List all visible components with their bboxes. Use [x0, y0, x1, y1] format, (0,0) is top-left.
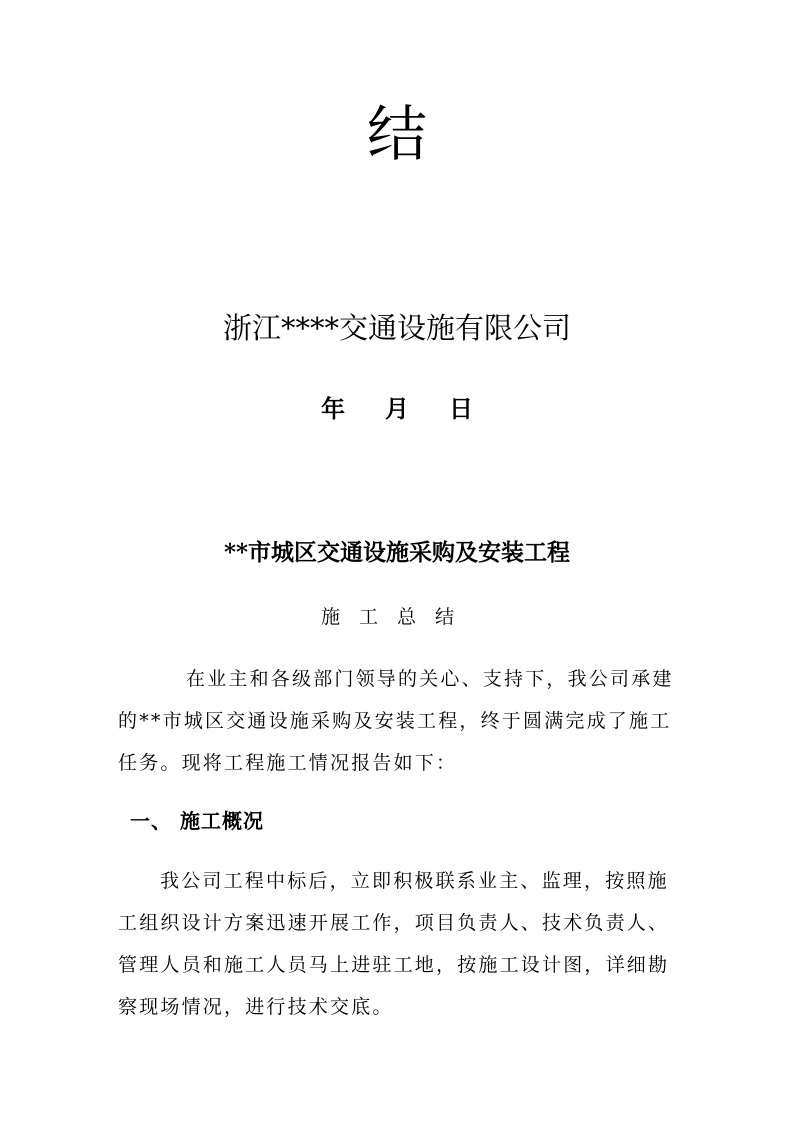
intro-paragraph: 在业主和各级部门领导的关心、支持下，我公司承建的**市城区交通设施采购及安装工程，终于圆满完成了施工任务。现将工程施工情况报告如下： — [118, 668, 674, 774]
company-name: 浙江****交通设施有限公司 — [222, 311, 571, 345]
date-month: 月 — [385, 394, 409, 423]
section-heading-overview: 一、 施工概况 — [130, 809, 264, 833]
project-title: **市城区交通设施采购及安装工程 — [223, 539, 571, 566]
report-subtitle: 施工总结 — [320, 606, 473, 628]
section-overview-paragraph: 我公司工程中标后，立即积极联系业主、监理，按照施工组织设计方案迅速开展工作，项目负责人、技术负责人、管理人员和施工人员马上进驻工地，按施工设计图，详细勘察现场情况，进行技术交底。 — [118, 870, 670, 1018]
date-line — [0, 392, 794, 426]
date-year: 年 — [321, 394, 345, 423]
cover-title-char: 结 — [367, 100, 427, 170]
date-day: 日 — [449, 394, 473, 423]
